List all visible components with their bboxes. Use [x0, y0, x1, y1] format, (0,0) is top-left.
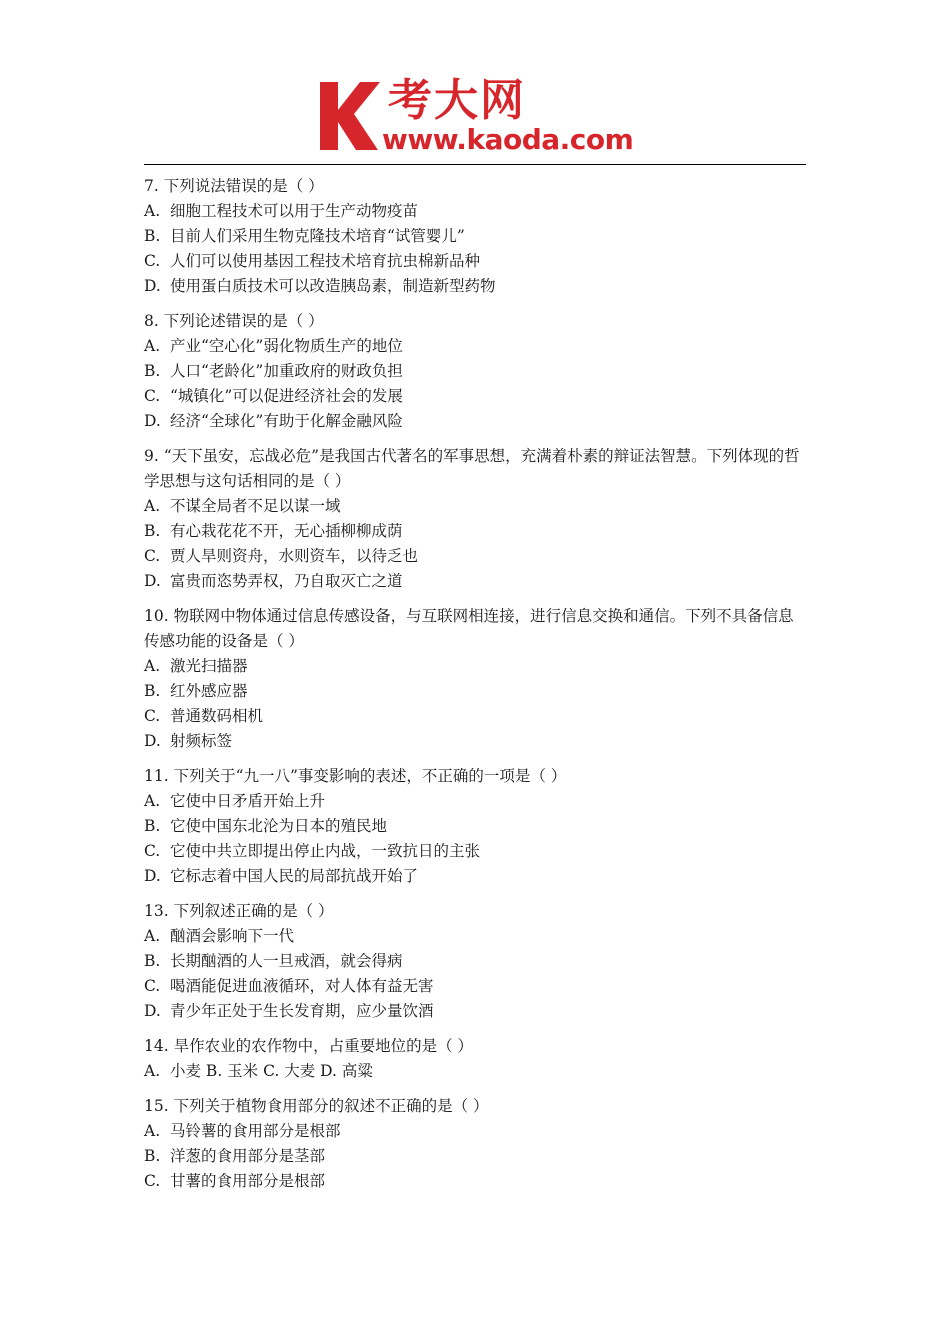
option-letter: B.: [144, 522, 161, 540]
question-stem: 8. 下列论述错误的是（ ）: [144, 312, 324, 330]
option-letter: D.: [144, 277, 161, 295]
question-list: [144, 174, 808, 1204]
option-text: 目前人们采用生物克隆技术培育“试管婴儿”: [170, 227, 465, 245]
question-stem: 14. 旱作农业的农作物中，占重要地位的是（ ）: [144, 1037, 474, 1055]
option-letter: A.: [144, 657, 161, 675]
option-letter: C.: [144, 547, 161, 565]
question-block: [144, 309, 808, 434]
question-block: [144, 764, 808, 889]
answer-option: [144, 494, 808, 519]
option-text: 小麦 B. 玉米 C. 大麦 D. 高粱: [170, 1062, 373, 1080]
option-letter: D.: [144, 1002, 161, 1020]
answer-option: [144, 729, 808, 754]
question-stem: 11. 下列关于“九一八”事变影响的表述，不正确的一项是（ ）: [144, 767, 567, 785]
answer-option: [144, 949, 808, 974]
option-letter: C.: [144, 707, 161, 725]
option-letter: D.: [144, 732, 161, 750]
option-letter: D.: [144, 572, 161, 590]
option-letter: D.: [144, 867, 161, 885]
option-text: 普通数码相机: [170, 707, 264, 725]
option-text: 青少年正处于生长发育期，应少量饮酒: [170, 1002, 434, 1020]
option-letter: C.: [144, 842, 161, 860]
option-text: 贾人旱则资舟，水则资车，以待乏也: [170, 547, 419, 565]
option-text: 它使中日矛盾开始上升: [170, 792, 326, 810]
answer-option: [144, 1169, 808, 1194]
option-text: 它使中共立即提出停止内战，一致抗日的主张: [170, 842, 481, 860]
question-block: [144, 1034, 808, 1084]
option-text: 细胞工程技术可以用于生产动物疫苗: [170, 202, 419, 220]
option-text: 激光扫描器: [170, 657, 248, 675]
option-text: 它标志着中国人民的局部抗战开始了: [170, 867, 419, 885]
answer-option: [144, 199, 808, 224]
answer-option: [144, 224, 808, 249]
option-text: 红外感应器: [170, 682, 248, 700]
answer-option: [144, 384, 808, 409]
option-text: 它使中国东北沦为日本的殖民地: [170, 817, 388, 835]
option-letter: C.: [144, 252, 161, 270]
option-text: 射频标签: [170, 732, 233, 750]
answer-option: [144, 519, 808, 544]
option-letter: A.: [144, 202, 161, 220]
answer-option: [144, 704, 808, 729]
option-letter: B.: [144, 362, 161, 380]
answer-option: [144, 864, 808, 889]
question-stem: 7. 下列说法错误的是（ ）: [144, 177, 324, 195]
option-letter: B.: [144, 227, 161, 245]
answer-option: [144, 999, 808, 1024]
question-stem: 13. 下列叙述正确的是（ ）: [144, 902, 334, 920]
option-letter: B.: [144, 1147, 161, 1165]
question-stem: 15. 下列关于植物食用部分的叙述不正确的是（ ）: [144, 1097, 489, 1115]
k-logo-icon: [318, 80, 382, 152]
answer-option: [144, 924, 808, 949]
question-stem: 10. 物联网中物体通过信息传感设备，与互联网相连接，进行信息交换和通信。下列不具备信息传感功能的设备是（ ）: [144, 607, 794, 650]
kaoda-logo: [318, 76, 638, 160]
option-letter: B.: [144, 817, 161, 835]
logo-text: 考大网: [388, 75, 526, 126]
option-letter: A.: [144, 792, 161, 810]
answer-option: [144, 1119, 808, 1144]
option-text: 酗酒会影响下一代: [170, 927, 295, 945]
option-text: 经济“全球化”有助于化解金融风险: [170, 412, 403, 430]
option-letter: B.: [144, 682, 161, 700]
answer-option: [144, 1144, 808, 1169]
option-text: 长期酗酒的人一旦戒酒，就会得病: [170, 952, 403, 970]
answer-option: [144, 789, 808, 814]
question-block: [144, 174, 808, 299]
option-letter: D.: [144, 412, 161, 430]
answer-option: [144, 814, 808, 839]
option-text: 喝酒能促进血液循环，对人体有益无害: [170, 977, 434, 995]
header-divider: [144, 164, 806, 165]
option-text: 有心栽花花不开，无心插柳柳成荫: [170, 522, 403, 540]
answer-option: [144, 409, 808, 434]
option-text: 富贵而恣势弄权，乃自取灭亡之道: [170, 572, 403, 590]
option-letter: A.: [144, 497, 161, 515]
question-block: [144, 444, 808, 594]
option-text: 不谋全局者不足以谋一域: [170, 497, 341, 515]
option-letter: A.: [144, 1122, 161, 1140]
option-text: 马铃薯的食用部分是根部: [170, 1122, 341, 1140]
question-block: [144, 899, 808, 1024]
question-block: [144, 1094, 808, 1194]
answer-option: [144, 654, 808, 679]
option-text: 甘薯的食用部分是根部: [170, 1172, 326, 1190]
question-stem: 9. “天下虽安，忘战必危”是我国古代著名的军事思想，充满着朴素的辩证法智慧。下列体现的哲学思想与这句话相同的是（ ）: [144, 447, 800, 490]
option-letter: B.: [144, 952, 161, 970]
option-text: 人口“老龄化”加重政府的财政负担: [170, 362, 403, 380]
option-letter: C.: [144, 1172, 161, 1190]
answer-option: [144, 274, 808, 299]
option-letter: C.: [144, 387, 161, 405]
answer-option: [144, 249, 808, 274]
option-text: 洋葱的食用部分是茎部: [170, 1147, 326, 1165]
answer-option: [144, 569, 808, 594]
option-text: “城镇化”可以促进经济社会的发展: [170, 387, 403, 405]
answer-option: [144, 334, 808, 359]
answer-option: [144, 1059, 808, 1084]
answer-option: [144, 359, 808, 384]
answer-option: [144, 679, 808, 704]
option-letter: A.: [144, 337, 161, 355]
option-letter: A.: [144, 1062, 161, 1080]
option-text: 使用蛋白质技术可以改造胰岛素，制造新型药物: [170, 277, 496, 295]
question-block: [144, 604, 808, 754]
option-letter: A.: [144, 927, 161, 945]
answer-option: [144, 839, 808, 864]
answer-option: [144, 974, 808, 999]
option-text: 产业“空心化”弱化物质生产的地位: [170, 337, 403, 355]
option-letter: C.: [144, 977, 161, 995]
option-text: 人们可以使用基因工程技术培育抗虫棉新品种: [170, 252, 481, 270]
logo-url: www.kaoda.com: [382, 123, 634, 156]
answer-option: [144, 544, 808, 569]
